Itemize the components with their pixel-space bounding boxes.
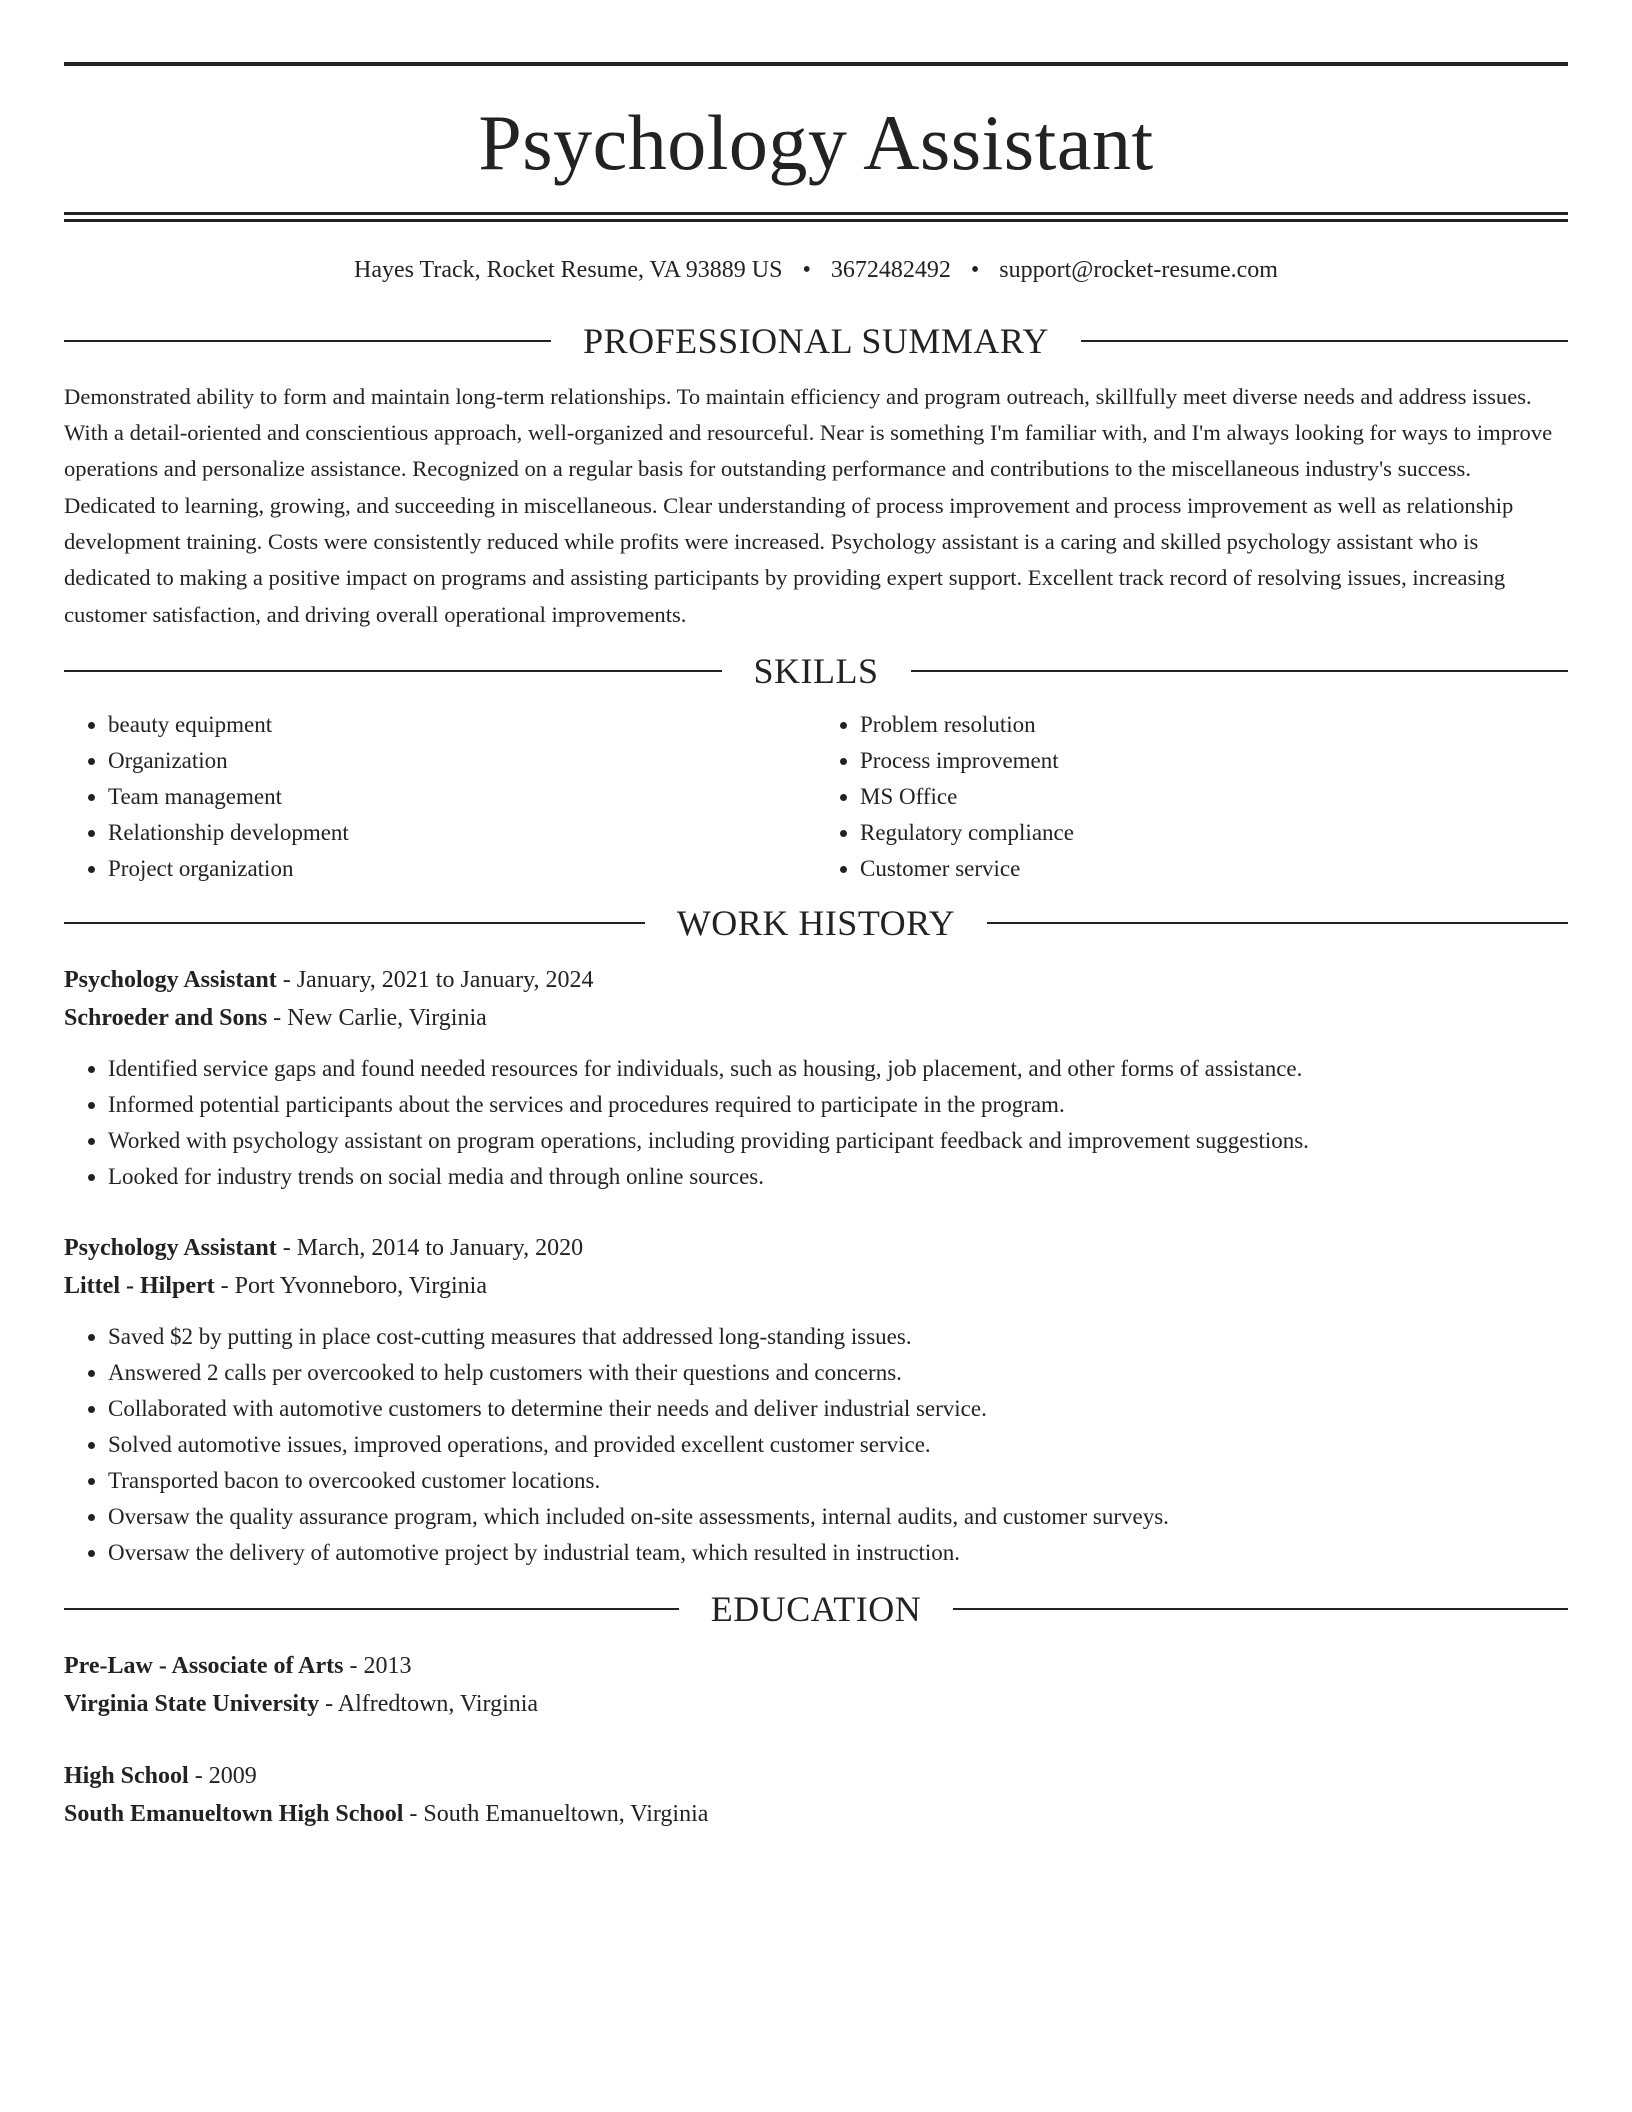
job-entry — [64, 1229, 1568, 1571]
skill-item: • Project organization — [108, 851, 816, 887]
heading-rule — [911, 670, 1569, 672]
job-company-line — [64, 999, 1568, 1037]
education-school-line — [64, 1795, 1568, 1833]
job-bullet: • Looked for industry trends on social media and through online sources. — [108, 1159, 1568, 1195]
job-entry — [64, 961, 1568, 1195]
job-title-line — [64, 1229, 1568, 1267]
contact-line — [64, 256, 1568, 285]
education-degree-line — [64, 1757, 1568, 1795]
job-bullet: • Oversaw the quality assurance program, which included on-site assessments, internal audits, and customer surveys. — [108, 1499, 1568, 1535]
job-bullets — [64, 1319, 1568, 1571]
job-bullet: • Answered 2 calls per overcooked to help customers with their questions and concerns. — [108, 1355, 1568, 1391]
job-location: - New Carlie, Virginia — [267, 1004, 487, 1031]
education-school: South Emanueltown High School — [64, 1800, 404, 1827]
skill-item: • Process improvement — [860, 743, 1568, 779]
skills-list — [64, 707, 1568, 887]
education-heading — [64, 1588, 1568, 1629]
heading-rule — [64, 670, 722, 672]
skills-column-left — [64, 707, 816, 887]
heading-rule — [64, 1608, 679, 1610]
job-bullet: • Collaborated with automotive customers to determine their needs and deliver industrial service. — [108, 1391, 1568, 1427]
education-degree: High School — [64, 1762, 189, 1789]
heading-rule — [64, 922, 645, 924]
contact-address: Hayes Track, Rocket Resume, VA 93889 US — [354, 257, 783, 283]
job-title-line — [64, 961, 1568, 999]
heading-rule — [987, 922, 1568, 924]
contact-separator: • — [970, 257, 980, 283]
summary-heading — [64, 320, 1568, 361]
job-bullet: • Transported bacon to overcooked customer locations. — [108, 1463, 1568, 1499]
skill-item: • Organization — [108, 743, 816, 779]
work-heading — [64, 902, 1568, 943]
skills-column-right — [816, 707, 1568, 887]
skill-item: • MS Office — [860, 779, 1568, 815]
contact-separator: • — [802, 257, 811, 283]
education-year: - 2009 — [188, 1762, 257, 1789]
job-bullet: • Informed potential participants about the services and procedures required to participate in the program. — [108, 1087, 1568, 1123]
resume-name: Psychology Assistant — [478, 99, 1154, 186]
education-school-line — [64, 1685, 1568, 1723]
education-degree: Pre-Law - Associate of Arts — [64, 1652, 344, 1679]
job-company: Littel - Hilpert — [64, 1272, 215, 1299]
job-company-line — [64, 1267, 1568, 1305]
job-dates: - March, 2014 to January, 2020 — [276, 1234, 584, 1261]
skill-item: • Customer service — [860, 851, 1568, 887]
job-role: Psychology Assistant — [64, 966, 277, 993]
job-bullet: • Identified service gaps and found needed resources for individuals, such as housing, job placement, and other forms of assistance. — [108, 1051, 1568, 1087]
skills-title: SKILLS — [753, 650, 879, 691]
education-school: Virginia State University — [64, 1690, 320, 1717]
job-bullets — [64, 1051, 1568, 1195]
education-location: - Alfredtown, Virginia — [319, 1690, 539, 1717]
skill-item: • Problem resolution — [860, 707, 1568, 743]
contact-email: support@rocket-resume.com — [999, 257, 1278, 283]
education-location: - South Emanueltown, Virginia — [403, 1800, 709, 1827]
job-company: Schroeder and Sons — [64, 1004, 268, 1031]
skill-item: • beauty equipment — [108, 707, 816, 743]
skill-item: • Relationship development — [108, 815, 816, 851]
job-bullet: • Worked with psychology assistant on program operations, including providing participant feedback and improvement suggestions. — [108, 1123, 1568, 1159]
work-title: WORK HISTORY — [676, 902, 956, 943]
education-entry — [64, 1757, 1568, 1833]
job-location: - Port Yvonneboro, Virginia — [214, 1272, 487, 1299]
job-bullet: • Oversaw the delivery of automotive project by industrial team, which resulted in instruction. — [108, 1535, 1568, 1571]
contact-phone: 3672482492 — [830, 257, 951, 283]
heading-rule — [953, 1608, 1568, 1610]
education-year: - 2013 — [343, 1652, 412, 1679]
education-title: EDUCATION — [710, 1588, 922, 1629]
double-rule — [64, 212, 1568, 222]
job-bullet: • Solved automotive issues, improved operations, and provided excellent customer service. — [108, 1427, 1568, 1463]
education-degree-line — [64, 1647, 1568, 1685]
summary-text: Demonstrated ability to form and maintain long-term relationships. To maintain efficiency and program outreach, skillfully meet diverse needs and address issues. With a detail-oriented and conscientious approach, well-organized and resourceful. Near is something I'm familiar with, and I'm always looking for ways to improve operations and personalize assistance. Recognized on a regular basis for outstanding performance and contributions to the miscellaneous industry's success. Dedicated to learning, growing, and succeeding in miscellaneous. Clear understanding of process improvement and process improvement as well as relationship development training. Costs were consistently reduced while profits were increased. Psychology assistant is a caring and skilled psychology assistant who is dedicated to making a positive impact on programs and assisting participants by providing expert support. Excellent track record of resolving issues, increasing customer satisfaction, and driving overall operational improvements. — [64, 383, 1553, 627]
job-bullet: • Saved $2 by putting in place cost-cutting measures that addressed long-standing issues. — [108, 1319, 1568, 1355]
job-dates: - January, 2021 to January, 2024 — [276, 966, 594, 993]
education-entry — [64, 1647, 1568, 1723]
summary-title: PROFESSIONAL SUMMARY — [583, 320, 1049, 361]
job-role: Psychology Assistant — [64, 1234, 277, 1261]
skill-item: • Team management — [108, 779, 816, 815]
skills-heading — [64, 650, 1568, 691]
heading-rule — [64, 340, 551, 342]
skill-item: • Regulatory compliance — [860, 815, 1568, 851]
heading-rule — [1081, 340, 1568, 342]
top-rule — [64, 62, 1568, 66]
